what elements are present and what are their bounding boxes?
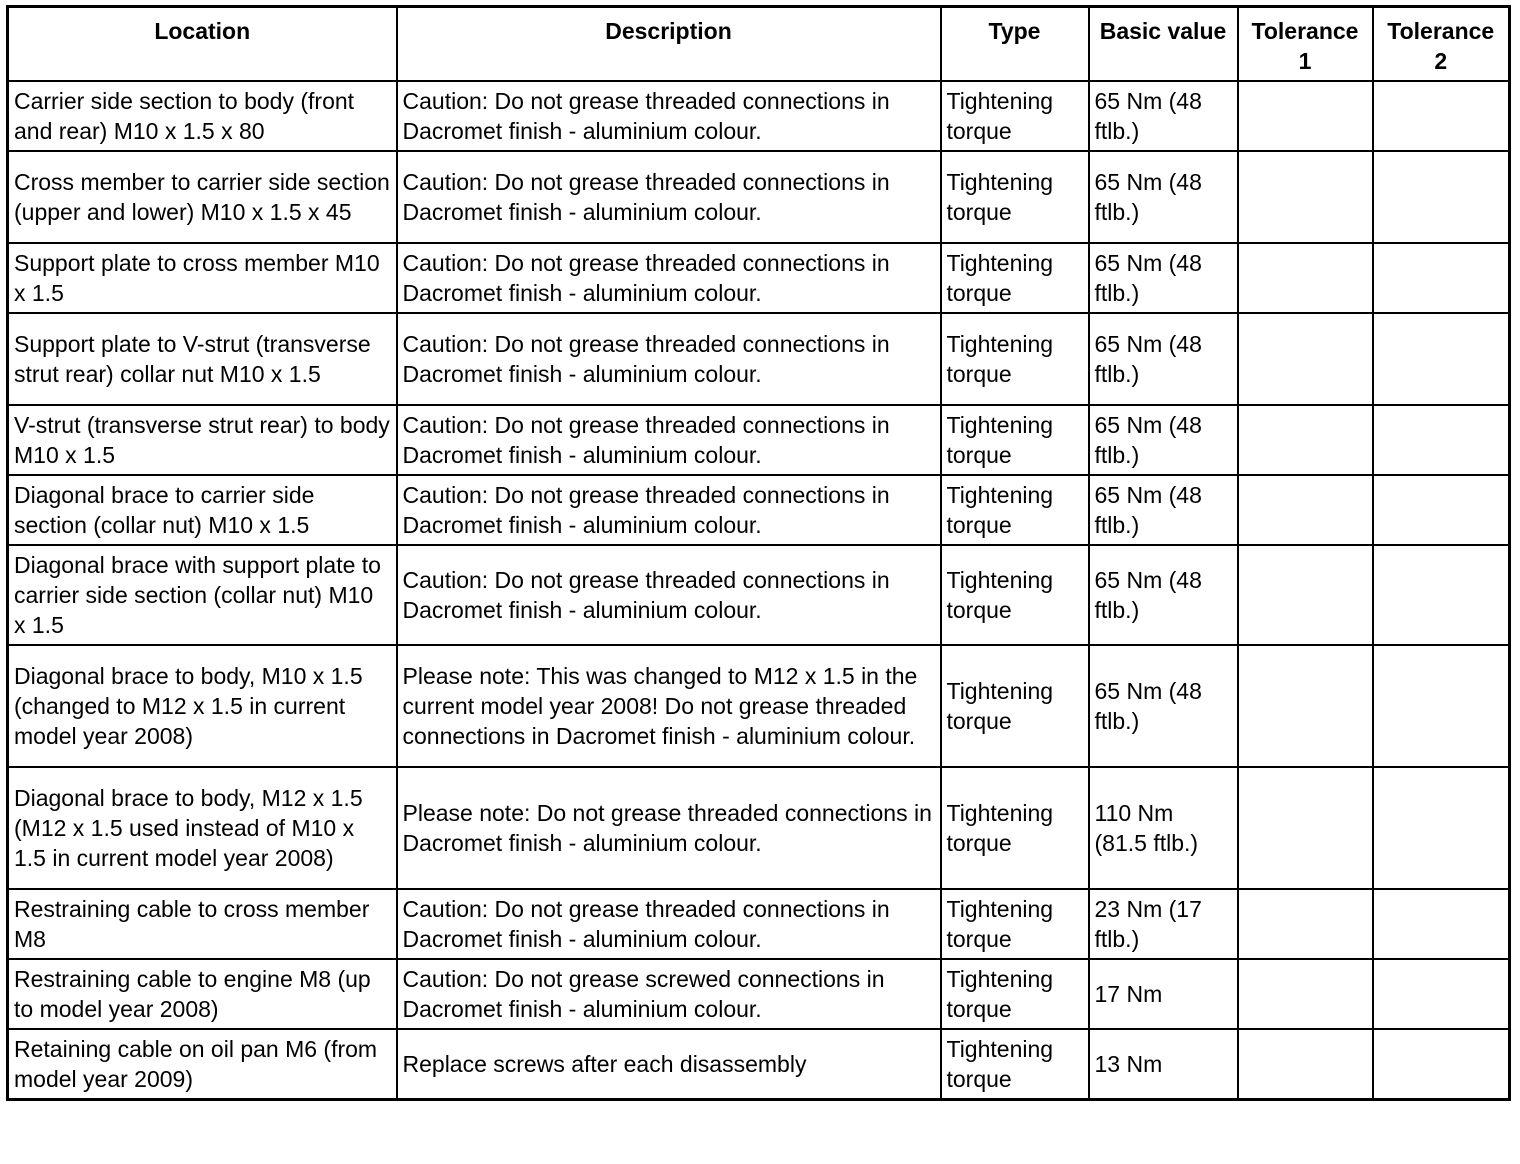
cell-basic-value: 13 Nm [1089, 1029, 1238, 1100]
cell-tolerance-1 [1238, 959, 1373, 1029]
cell-description: Caution: Do not grease threaded connections in Dacromet finish - aluminium colour. [397, 475, 941, 545]
cell-type: Tightening torque [941, 405, 1089, 475]
cell-type: Tightening torque [941, 959, 1089, 1029]
cell-tolerance-1 [1238, 889, 1373, 959]
cell-description: Caution: Do not grease threaded connections in Dacromet finish - aluminium colour. [397, 243, 941, 313]
cell-tolerance-2 [1373, 475, 1510, 545]
cell-basic-value: 65 Nm (48 ftlb.) [1089, 151, 1238, 243]
cell-description: Caution: Do not grease threaded connections in Dacromet finish - aluminium colour. [397, 81, 941, 151]
cell-location: Retaining cable on oil pan M6 (from model year 2009) [8, 1029, 397, 1100]
cell-basic-value: 65 Nm (48 ftlb.) [1089, 243, 1238, 313]
cell-location: Restraining cable to engine M8 (up to model year 2008) [8, 959, 397, 1029]
cell-tolerance-2 [1373, 81, 1510, 151]
cell-tolerance-2 [1373, 959, 1510, 1029]
header-location: Location [8, 7, 397, 82]
header-basic-value: Basic value [1089, 7, 1238, 82]
cell-tolerance-2 [1373, 545, 1510, 645]
table-row [8, 405, 1510, 475]
cell-description: Caution: Do not grease threaded connections in Dacromet finish - aluminium colour. [397, 313, 941, 405]
table-row [8, 645, 1510, 767]
cell-tolerance-2 [1373, 313, 1510, 405]
cell-type: Tightening torque [941, 243, 1089, 313]
cell-location: Diagonal brace with support plate to carrier side section (collar nut) M10 x 1.5 [8, 545, 397, 645]
table-row [8, 243, 1510, 313]
table-row [8, 545, 1510, 645]
table-row [8, 151, 1510, 243]
cell-tolerance-1 [1238, 475, 1373, 545]
cell-type: Tightening torque [941, 475, 1089, 545]
cell-type: Tightening torque [941, 889, 1089, 959]
header-description: Description [397, 7, 941, 82]
header-row [8, 7, 1510, 82]
torque-spec-table [6, 5, 1511, 1101]
cell-description: Replace screws after each disassembly [397, 1029, 941, 1100]
cell-tolerance-2 [1373, 243, 1510, 313]
cell-location: Diagonal brace to carrier side section (collar nut) M10 x 1.5 [8, 475, 397, 545]
cell-tolerance-1 [1238, 545, 1373, 645]
cell-tolerance-2 [1373, 645, 1510, 767]
cell-basic-value: 65 Nm (48 ftlb.) [1089, 81, 1238, 151]
cell-tolerance-1 [1238, 81, 1373, 151]
cell-tolerance-1 [1238, 767, 1373, 889]
cell-tolerance-2 [1373, 767, 1510, 889]
cell-type: Tightening torque [941, 767, 1089, 889]
cell-tolerance-2 [1373, 405, 1510, 475]
table-row [8, 767, 1510, 889]
cell-type: Tightening torque [941, 151, 1089, 243]
cell-tolerance-2 [1373, 1029, 1510, 1100]
table-row [8, 959, 1510, 1029]
cell-basic-value: 65 Nm (48 ftlb.) [1089, 475, 1238, 545]
cell-location: V-strut (transverse strut rear) to body M10 x 1.5 [8, 405, 397, 475]
cell-basic-value: 110 Nm (81.5 ftlb.) [1089, 767, 1238, 889]
table-row [8, 1029, 1510, 1100]
cell-type: Tightening torque [941, 1029, 1089, 1100]
table-row [8, 889, 1510, 959]
header-type: Type [941, 7, 1089, 82]
cell-description: Caution: Do not grease threaded connections in Dacromet finish - aluminium colour. [397, 889, 941, 959]
cell-description: Caution: Do not grease screwed connections in Dacromet finish - aluminium colour. [397, 959, 941, 1029]
cell-location: Cross member to carrier side section (upper and lower) M10 x 1.5 x 45 [8, 151, 397, 243]
cell-tolerance-1 [1238, 405, 1373, 475]
cell-tolerance-1 [1238, 151, 1373, 243]
cell-basic-value: 17 Nm [1089, 959, 1238, 1029]
cell-tolerance-2 [1373, 151, 1510, 243]
header-tolerance-2: Tolerance 2 [1373, 7, 1510, 82]
cell-tolerance-1 [1238, 1029, 1373, 1100]
cell-location: Diagonal brace to body, M12 x 1.5 (M12 x 1.5 used instead of M10 x 1.5 in current model year 2008) [8, 767, 397, 889]
cell-type: Tightening torque [941, 313, 1089, 405]
cell-basic-value: 65 Nm (48 ftlb.) [1089, 405, 1238, 475]
cell-tolerance-2 [1373, 889, 1510, 959]
cell-description: Caution: Do not grease threaded connections in Dacromet finish - aluminium colour. [397, 405, 941, 475]
table-row [8, 81, 1510, 151]
cell-type: Tightening torque [941, 645, 1089, 767]
cell-tolerance-1 [1238, 313, 1373, 405]
cell-basic-value: 65 Nm (48 ftlb.) [1089, 313, 1238, 405]
cell-description: Please note: Do not grease threaded connections in Dacromet finish - aluminium colour. [397, 767, 941, 889]
cell-basic-value: 65 Nm (48 ftlb.) [1089, 545, 1238, 645]
table-row [8, 313, 1510, 405]
cell-location: Restraining cable to cross member M8 [8, 889, 397, 959]
cell-tolerance-1 [1238, 645, 1373, 767]
cell-tolerance-1 [1238, 243, 1373, 313]
cell-basic-value: 23 Nm (17 ftlb.) [1089, 889, 1238, 959]
cell-location: Support plate to V-strut (transverse strut rear) collar nut M10 x 1.5 [8, 313, 397, 405]
cell-type: Tightening torque [941, 545, 1089, 645]
cell-location: Support plate to cross member M10 x 1.5 [8, 243, 397, 313]
cell-type: Tightening torque [941, 81, 1089, 151]
cell-basic-value: 65 Nm (48 ftlb.) [1089, 645, 1238, 767]
cell-location: Diagonal brace to body, M10 x 1.5 (changed to M12 x 1.5 in current model year 2008) [8, 645, 397, 767]
header-tolerance-1: Tolerance 1 [1238, 7, 1373, 82]
cell-description: Caution: Do not grease threaded connections in Dacromet finish - aluminium colour. [397, 545, 941, 645]
cell-description: Please note: This was changed to M12 x 1.5 in the current model year 2008! Do not grease threaded connections in Dacromet finish - aluminium colour. [397, 645, 941, 767]
cell-location: Carrier side section to body (front and rear) M10 x 1.5 x 80 [8, 81, 397, 151]
cell-description: Caution: Do not grease threaded connections in Dacromet finish - aluminium colour. [397, 151, 941, 243]
table-row [8, 475, 1510, 545]
